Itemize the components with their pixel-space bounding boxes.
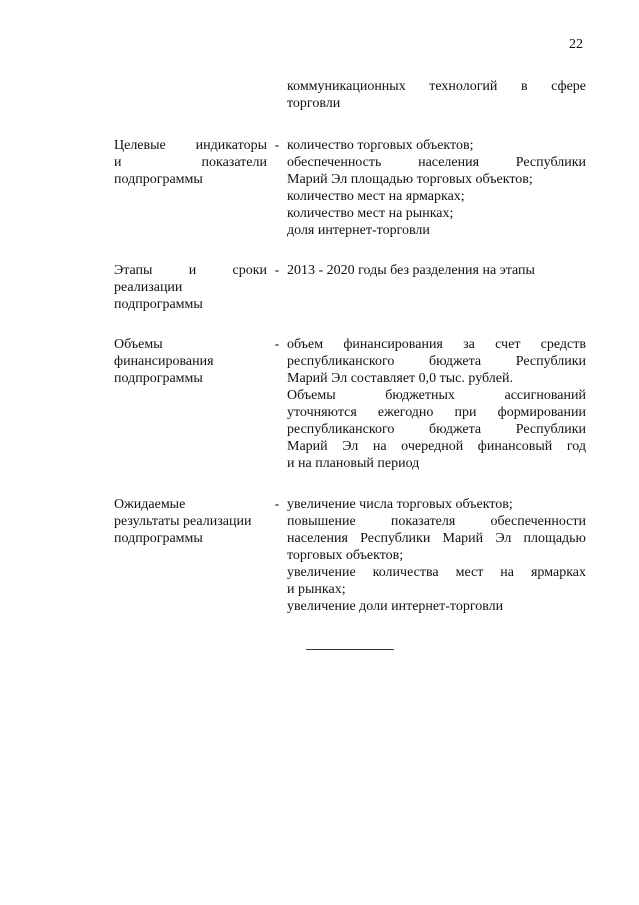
label-line: подпрограммы	[114, 371, 203, 386]
label-line: Объемы	[114, 337, 163, 352]
label-line: финансирования	[114, 354, 214, 369]
separator-dash: -	[274, 337, 280, 352]
section-label	[114, 262, 267, 313]
separator-dash: -	[274, 497, 280, 512]
section-label	[114, 496, 267, 547]
value-line: торговых объектов;	[287, 548, 404, 563]
section-value	[287, 496, 586, 615]
value-line: доля интернет-торговли	[287, 223, 430, 238]
separator-dash: -	[274, 263, 280, 278]
value-line: увеличение количества мест на ярмарках	[287, 565, 586, 580]
value-line: обеспеченность населения Республики	[287, 155, 586, 170]
label-line: Целевые индикаторы	[114, 138, 267, 153]
value-line: увеличение доли интернет-торговли	[287, 599, 504, 614]
value-line: Марий Эл на очередной финансовый год	[287, 439, 586, 454]
label-line: результаты реализации	[114, 514, 252, 529]
value-line: и рынках;	[287, 582, 346, 597]
value-line: республиканского бюджета Республики	[287, 354, 586, 369]
section-value	[287, 336, 586, 472]
section-label	[114, 137, 267, 188]
continued-value	[287, 78, 586, 112]
label-line: подпрограммы	[114, 172, 203, 187]
section-stages-and-timing	[114, 262, 586, 313]
value-line: Марий Эл составляет 0,0 тыс. рублей.	[287, 371, 513, 386]
value-line: коммуникационных технологий в сфере	[287, 79, 586, 94]
value-line: увеличение числа торговых объектов;	[287, 497, 513, 512]
label-line: и показатели	[114, 155, 267, 170]
value-line: количество мест на рынках;	[287, 206, 454, 221]
value-line: торговли	[287, 96, 341, 111]
section-target-indicators	[114, 137, 586, 239]
label-line: реализации	[114, 280, 183, 295]
subprogram-passport	[114, 78, 586, 615]
section-value	[287, 262, 586, 279]
label-line: подпрограммы	[114, 297, 203, 312]
label-line: подпрограммы	[114, 531, 203, 546]
value-line: 2013 - 2020 годы без разделения на этапы	[287, 263, 535, 278]
section-value	[287, 137, 586, 239]
value-line: объем финансирования за счет средств	[287, 337, 586, 352]
section-label	[114, 336, 267, 387]
value-line: количество торговых объектов;	[287, 138, 474, 153]
label-line: Этапы и сроки	[114, 263, 267, 278]
value-line: Марий Эл площадью торговых объектов;	[287, 172, 533, 187]
value-line: населения Республики Марий Эл площадью	[287, 531, 586, 546]
value-line: и на плановый период	[287, 456, 420, 471]
label-line: Ожидаемые	[114, 497, 186, 512]
separator-dash: -	[274, 138, 280, 153]
section-expected-results	[114, 496, 586, 615]
page-number: 22	[569, 37, 583, 52]
end-rule-divider	[306, 649, 394, 650]
value-line: республиканского бюджета Республики	[287, 422, 586, 437]
value-line: количество мест на ярмарках;	[287, 189, 465, 204]
section-funding-volume	[114, 336, 586, 472]
value-line: повышение показателя обеспеченности	[287, 514, 586, 529]
value-line: Объемы бюджетных ассигнований	[287, 388, 586, 403]
value-line: уточняются ежегодно при формировании	[287, 405, 586, 420]
